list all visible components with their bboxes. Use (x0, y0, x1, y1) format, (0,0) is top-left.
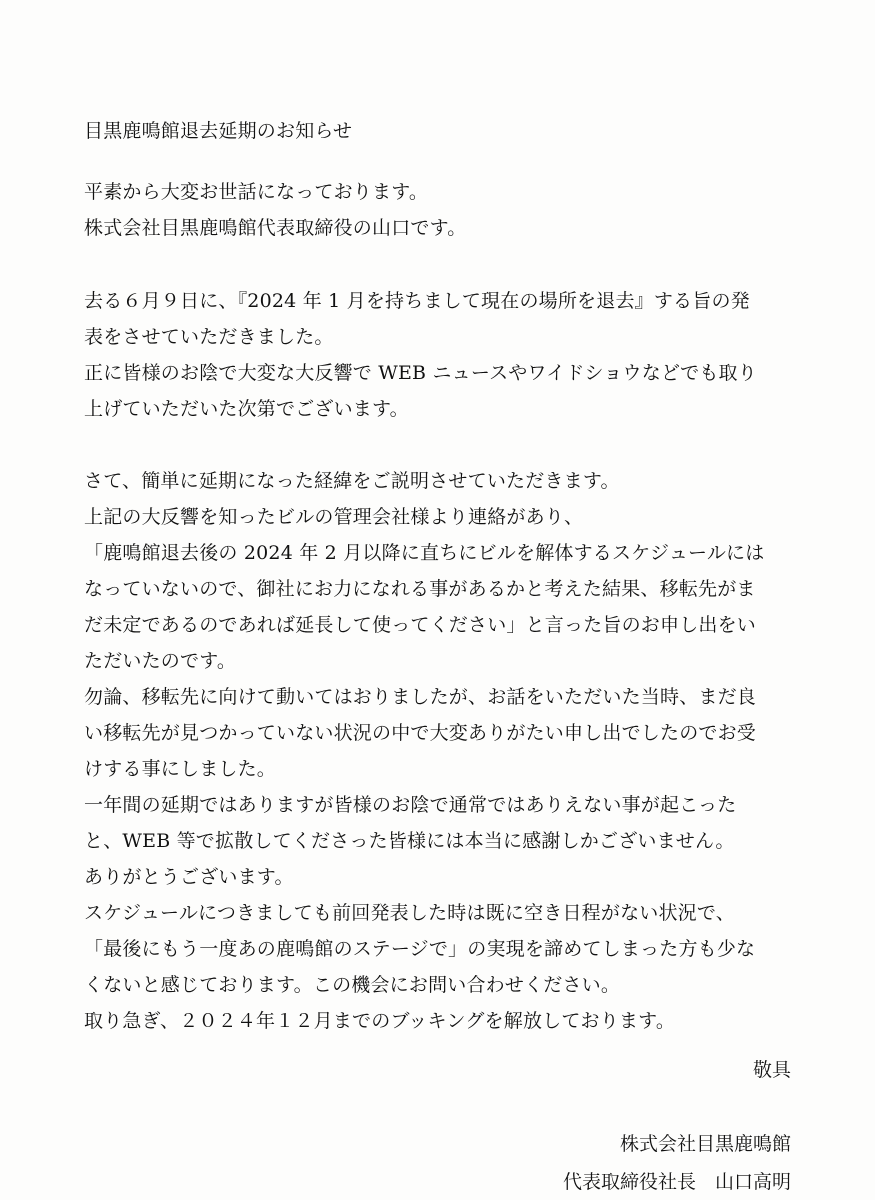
paragraph2-line-8: い移転先が見つかっていない状況の中で大変ありがたい申し出でしたのでお受 (84, 722, 757, 744)
paragraph1-line-3: 正に皆様のお陰で大変な大反響で WEB ニュースやワイドショウなどでも取り (84, 362, 757, 384)
paragraph2-line-5: だ未定であるのであれば延長して使ってください」と言った旨のお申し出をい (84, 614, 757, 636)
paragraph2-line-10: 一年間の延期ではありますが皆様のお陰で通常ではありえない事が起こった (84, 794, 737, 816)
letter-title: 目黒鹿鳴館退去延期のお知らせ (84, 120, 353, 142)
paragraph2-line-16: 取り急ぎ、２０２４年１２月までのブッキングを解放しております。 (84, 1010, 676, 1032)
greeting-line-2: 株式会社目黒鹿鳴館代表取締役の山口です。 (84, 217, 467, 239)
closing-word: 敬具 (752, 1059, 791, 1081)
paragraph2-line-14: 「最後にもう一度あの鹿鳴館のステージで」の実現を諦めてしまった方も少な (84, 938, 756, 960)
paragraph2-line-15: くないと感じております。この機会にお問い合わせください。 (84, 974, 621, 996)
paragraph2-line-9: けする事にしました。 (84, 758, 277, 780)
paragraph2-line-13: スケジュールにつきましても前回発表した時は既に空き日程がない状況で、 (84, 902, 735, 924)
paragraph1-line-1: 去る６月９日に、『2024 年 1 月を持ちまして現在の場所を退去』する旨の発 (84, 290, 750, 312)
paragraph1-line-4: 上げていただいた次第でございます。 (84, 398, 409, 420)
greeting-line-1: 平素から大変お世話になっております。 (84, 181, 429, 203)
paragraph2-line-7: 勿論、移転先に向けて動いてはおりましたが、お話をいただいた当時、まだ良 (84, 686, 757, 708)
paragraph2-line-12: ありがとうございます。 (84, 866, 294, 888)
paragraph2-line-4: なっていないので、御社にお力になれる事があるかと考えた結果、移転先がま (84, 578, 756, 600)
paragraph2-line-1: さて、簡単に延期になった経緯をご説明させていただきます。 (84, 470, 620, 492)
signature-name: 代表取締役社長 山口高明 (562, 1171, 791, 1193)
paragraph2-line-2: 上記の大反響を知ったビルの管理会社様より連絡があり、 (84, 506, 584, 528)
paragraph2-line-11: と、WEB 等で拡散してくださった皆様には本当に感謝しかございません。 (84, 830, 735, 852)
paragraph2-line-6: ただいたのです。 (84, 650, 237, 672)
paragraph1-line-2: 表をさせていただきました。 (84, 326, 334, 348)
paragraph2-line-3: 「鹿鳴館退去後の 2024 年 2 月以降に直ちにビルを解体するスケジュールには (84, 542, 765, 564)
signature-company: 株式会社目黒鹿鳴館 (619, 1133, 791, 1155)
